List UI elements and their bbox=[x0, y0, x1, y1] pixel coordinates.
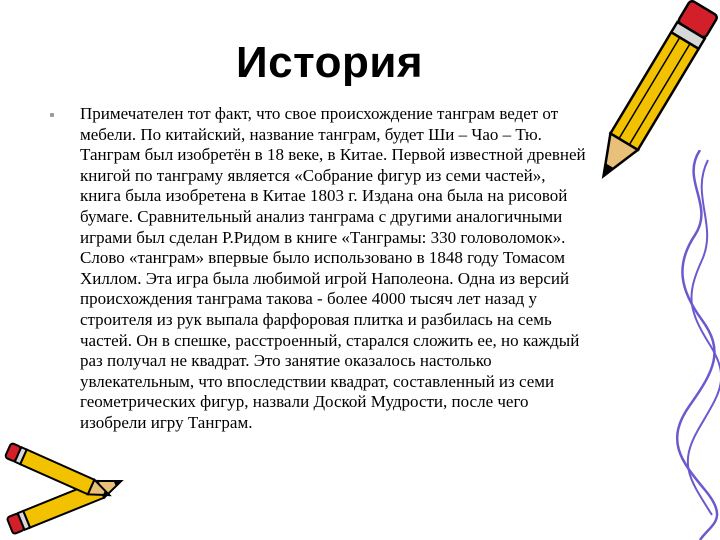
slide-body-text: Примечателен тот факт, что свое происхождение танграм ведет от мебели. По китайский, название танграм, будет Ши – Чао – Тю. Танграм был изобретён в 18 веке, в Китае. Первой известной древней книгой по танграму является «Собрание фигур из семи частей», книга была изобретена в Китае 1803 г. Издана она была на рисовой бумаге. Сравнительный анализ танграма с другими аналогичными играми был сделан Р.Ридом в книге «Танграмы: 330 головоломок». Слово «танграм» впервые было использовано в 1848 году Томасом Хиллом. Эта игра была любимой игрой Наполеона. Одна из версий происхождения танграма такова - более 4000 тысяч лет назад у строителя из рук выпала фарфоровая плитка и разбилась на семь частей. Он в спешке, расстроенный, старался сложить ее, но каждый раз получал не квадрат. Это занятие оказалось настолько увлекательным, что впоследствии квадрат, составленный из семи геометрических фигур, назвали Доской Мудрости, после чего изобрели игру Танграм. bbox=[80, 104, 586, 432]
slide-title: История bbox=[236, 38, 424, 87]
bullet-marker bbox=[50, 113, 54, 117]
squiggle-line-icon bbox=[660, 150, 720, 540]
pencil-icon bbox=[588, 0, 720, 185]
crossed-pencils-icon bbox=[0, 430, 130, 538]
